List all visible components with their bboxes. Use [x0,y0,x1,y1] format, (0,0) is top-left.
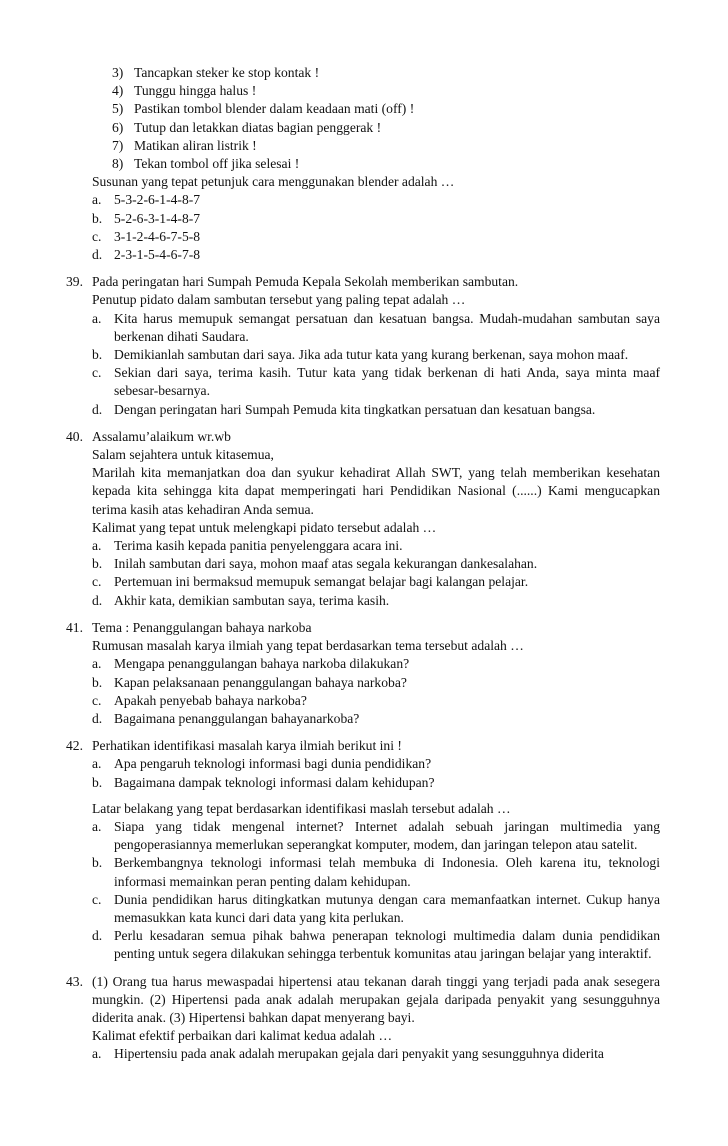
option-text: Berkembangnya teknologi informasi telah membuka di Indonesia. Oleh karena itu, teknologi informasi memainkan peran penting dalam kehidupan. [114,855,660,889]
option-label: b. [92,210,103,226]
option-text: Hipertensiu pada anak adalah merupakan gejala dari penyakit yang sesungguhnya diderita [114,1046,604,1062]
answer-option[interactable] [92,692,660,710]
question-number: 42. [66,738,83,754]
option-label: d. [92,592,103,608]
answer-option[interactable] [92,401,660,419]
answer-option[interactable] [92,364,660,400]
step-number: 3) [112,65,124,80]
answer-option[interactable] [92,710,660,728]
option-text: Kita harus memupuk semangat persatuan dan kesatuan bangsa. Mudah-mudahan sambutan saya berkenan dihati Saudara. [114,310,660,344]
option-label: c. [92,692,102,708]
option-text: Siapa yang tidak mengenal internet? Internet adalah sebuah jaringan multimedia yang pengoperasiannya memerlukan seperangkat komputer, modem, dan jaringan telepon atau satelit. [114,818,660,853]
option-text: Inilah sambutan dari saya, mohon maaf atas segala kekurangan dankesalahan. [114,556,538,572]
answer-option[interactable] [92,310,660,346]
option-text: Sekian dari saya, terima kasih. Tutur kata yang tidak berkenan di hati Anda, saya minta maaf sebesar-besarnya. [114,365,660,399]
question-40 [0,428,728,610]
option-label: d. [92,928,103,944]
identification-item [92,755,660,773]
item-text: Apa pengaruh teknologi informasi bagi dunia pendidikan? [114,756,432,772]
answer-option[interactable] [92,655,660,673]
question-42 [0,737,728,963]
option-text: Terima kasih kepada panitia penyelenggara acara ini. [114,538,403,554]
step-text: Pastikan tombol blender dalam keadaan mati (off) ! [134,101,415,117]
exam-page [0,64,728,1064]
question-number: 43. [66,973,83,989]
step-item [112,137,660,155]
answer-option[interactable] [92,228,660,246]
answer-option[interactable] [92,555,660,573]
option-text: 5-3-2-6-1-4-8-7 [114,192,201,208]
question-number: 40. [66,428,83,444]
question-prompt: Kalimat yang tepat untuk melengkapi pidato tersebut adalah … [92,519,437,535]
answer-option[interactable] [92,210,660,228]
step-number: 5) [112,101,124,117]
option-label: a. [92,818,102,834]
speech-body: Marilah kita memanjatkan doa dan syukur kehadirat Allah SWT, yang telah memberikan kesehatan kepada kita sehingga kita dapat memperingati hari Pendidikan Nasional (......) Kami mengucapkan terima kasih atas kehadiran Anda semua. [92,465,660,517]
speech-greeting: Assalamu’alaikum wr.wb [92,428,231,444]
answer-option[interactable] [92,246,660,264]
answer-option[interactable] [92,674,660,692]
option-label: d. [92,710,103,726]
identification-item [92,774,660,792]
option-text: Demikianlah sambutan dari saya. Jika ada tutur kata yang kurang berkenan, saya mohon maaf. [114,347,629,363]
option-label: c. [92,365,102,381]
option-label: a. [92,310,102,326]
step-item [112,119,660,137]
question-41 [0,619,728,728]
step-number: 8) [112,156,124,172]
step-text: Tunggu hingga halus ! [134,83,257,99]
item-label: b. [92,774,103,790]
option-label: c. [92,891,102,907]
question-39 [0,273,728,419]
option-label: d. [92,247,103,263]
option-label: b. [92,674,103,690]
item-label: a. [92,756,102,772]
question-passage: (1) Orang tua harus mewaspadai hipertensi atau tekanan darah tinggi yang terjadi pada anak sesegera mungkin. (2) Hipertensi pada anak adalah merupakan gejala daripada penyakit yang sesungguhnya diderita anak. (3) Hipertensi bahkan dapat menyerang bayi. [92,973,660,1025]
question-text: Perhatikan identifikasi masalah karya ilmiah berikut ini ! [92,738,402,754]
answer-option[interactable] [92,891,660,927]
option-text: Apakah penyebab bahaya narkoba? [114,692,307,708]
answer-option[interactable] [92,191,660,209]
question-prompt: Penutup pidato dalam sambutan tersebut yang paling tepat adalah … [92,292,466,308]
option-text: Mengapa penanggulangan bahaya narkoba dilakukan? [114,656,410,672]
option-label: d. [92,401,103,417]
step-item [112,100,660,118]
option-label: a. [92,538,102,554]
step-text: Matikan aliran listrik ! [134,137,257,153]
answer-option[interactable] [92,818,660,854]
step-text: Tutup dan letakkan diatas bagian penggerak ! [134,119,382,135]
option-text: 2-3-1-5-4-6-7-8 [114,247,201,263]
option-text: Perlu kesadaran semua pihak bahwa penerapan teknologi multimedia dalam dunia pendidikan penting untuk segera dilakukan sehingga terbentuk komunitas atau jaringan belajar yang interaktif. [114,928,660,962]
option-text: Bagaimana penanggulangan bahayanarkoba? [114,710,360,726]
item-text: Bagaimana dampak teknologi informasi dalam kehidupan? [114,774,435,790]
option-text: 3-1-2-4-6-7-5-8 [114,228,201,244]
question-prompt: Susunan yang tepat petunjuk cara menggunakan blender adalah … [92,174,455,190]
option-text: Akhir kata, demikian sambutan saya, terima kasih. [114,592,390,608]
option-text: Dunia pendidikan harus ditingkatkan mutunya dengan cara memanfaatkan internet. Cukup hanya memasukkan kata kunci dari data yang kita perlukan. [114,891,660,925]
answer-option[interactable] [92,854,660,890]
step-number: 7) [112,137,124,153]
option-text: Dengan peringatan hari Sumpah Pemuda kita tingkatkan persatuan dan kesatuan bangsa. [114,401,596,417]
answer-option[interactable] [92,346,660,364]
option-label: b. [92,855,103,871]
step-number: 4) [112,83,124,99]
step-text: Tekan tombol off jika selesai ! [134,156,300,172]
speech-salutation: Salam sejahtera untuk kitasemua, [92,447,274,463]
answer-option[interactable] [92,927,660,963]
question-38-continued [0,173,728,264]
question-theme: Tema : Penanggulangan bahaya narkoba [92,619,312,635]
option-text: 5-2-6-3-1-4-8-7 [114,210,201,226]
answer-option[interactable] [92,1045,660,1063]
step-item [112,82,660,100]
answer-option[interactable] [92,592,660,610]
question-number: 41. [66,619,83,635]
step-text: Tancapkan steker ke stop kontak ! [134,65,320,80]
step-number: 6) [112,119,124,135]
question-prompt: Latar belakang yang tepat berdasarkan identifikasi maslah tersebut adalah … [92,800,511,816]
option-label: a. [92,1046,102,1062]
question-number: 39. [66,274,83,290]
option-text: Kapan pelaksanaan penanggulangan bahaya narkoba? [114,674,407,690]
question-prompt: Rumusan masalah karya ilmiah yang tepat berdasarkan tema tersebut adalah … [92,638,524,654]
option-text: Pertemuan ini bermaksud memupuk semangat belajar bagi kalangan pelajar. [114,574,529,590]
answer-option[interactable] [92,537,660,555]
option-label: a. [92,656,102,672]
step-item [112,64,660,82]
question-text: Pada peringatan hari Sumpah Pemuda Kepala Sekolah memberikan sambutan. [92,274,519,290]
option-label: b. [92,347,103,363]
question-43 [0,973,728,1064]
answer-option[interactable] [92,573,660,591]
option-label: c. [92,228,102,244]
option-label: b. [92,556,103,572]
option-label: a. [92,192,102,208]
blender-steps [0,64,728,173]
step-item [112,155,660,173]
option-label: c. [92,574,102,590]
question-prompt: Kalimat efektif perbaikan dari kalimat kedua adalah … [92,1028,393,1044]
